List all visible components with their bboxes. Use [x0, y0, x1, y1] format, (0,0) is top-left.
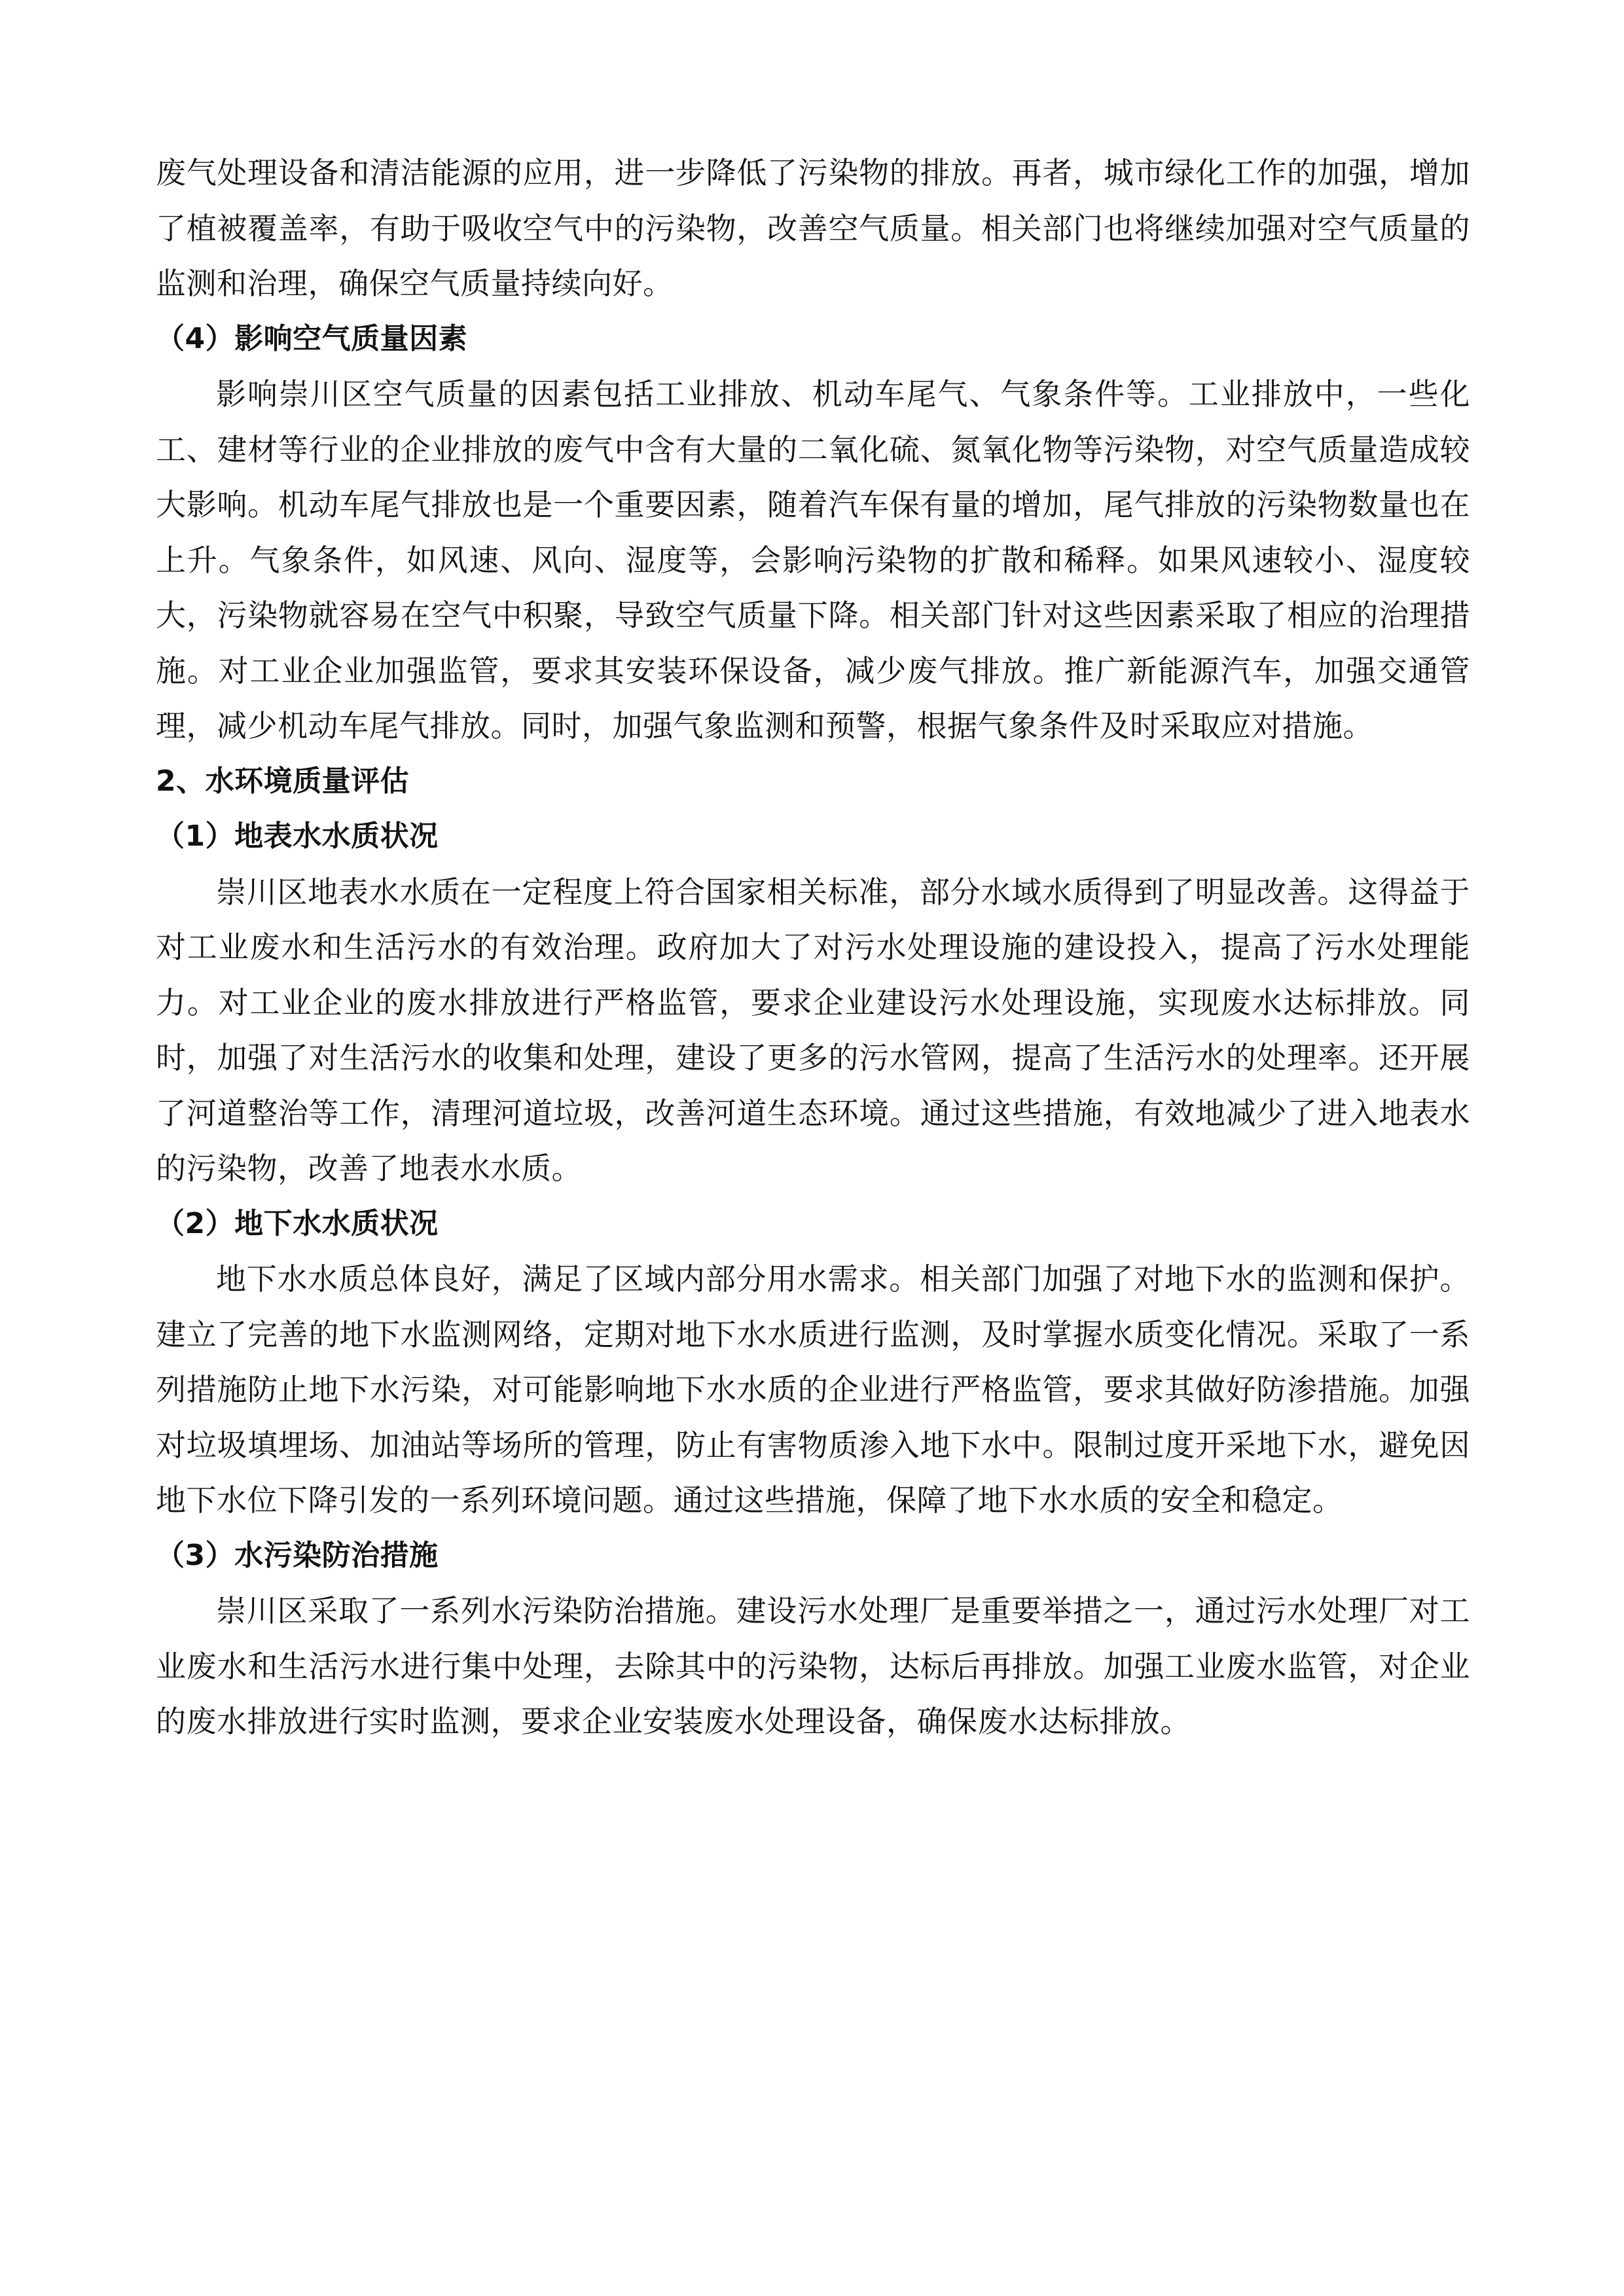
paragraph-water-pollution-measures: 崇川区采取了一系列水污染防治措施。建设污水处理厂是重要举措之一，通过污水处理厂对工业废水和生活污水进行集中处理，去除其中的污染物，达标后再排放。加强工业废水监管，对企业的废水排放进行实时监测，要求企业安装废水处理设备，确保废水达标排放。 [156, 1593, 1470, 1739]
paragraph-surface-water: 崇川区地表水水质在一定程度上符合国家相关标准，部分水域水质得到了明显改善。这得益于对工业废水和生活污水的有效治理。政府加大了对污水处理设施的建设投入，提高了污水处理能力。对工业企业的废水排放进行严格监管，要求企业建设污水处理设施，实现废水达标排放。同时，加强了对生活污水的收集和处理，建设了更多的污水管网，提高了生活污水的处理率。还开展了河道整治等工作，清理河道垃圾，改善河道生态环境。通过这些措施，有效地减少了进入地表水的污染物，改善了地表水水质。 [156, 874, 1470, 1186]
paragraph-groundwater: 地下水水质总体良好，满足了区域内部分用水需求。相关部门加强了对地下水的监测和保护。建立了完善的地下水监测网络，定期对地下水水质进行监测，及时掌握水质变化情况。采取了一系列措施防止地下水污染，对可能影响地下水水质的企业进行严格监管，要求其做好防渗措施。加强对垃圾填埋场、加油站等场所的管理，防止有害物质渗入地下水中。限制过度开采地下水，避免因地下水位下降引发的一系列环境问题。通过这些措施，保障了地下水水质的安全和稳定。 [156, 1261, 1470, 1518]
paragraph-air-quality-factors: 影响崇川区空气质量的因素包括工业排放、机动车尾气、气象条件等。工业排放中，一些化工、建材等行业的企业排放的废气中含有大量的二氧化硫、氮氧化物等污染物，对空气质量造成较大影响。机动车尾气排放也是一个重要因素，随着汽车保有量的增加，尾气排放的污染物数量也在上升。气象条件，如风速、风向、湿度等，会影响污染物的扩散和稀释。如果风速较小、湿度较大，污染物就容易在空气中积聚，导致空气质量下降。相关部门针对这些因素采取了相应的治理措施。对工业企业加强监管，要求其安装环保设备，减少废气排放。推广新能源汽车，加强交通管理，减少机动车尾气排放。同时，加强气象监测和预警，根据气象条件及时采取应对措施。 [156, 376, 1470, 744]
heading-air-quality-factors: （4）影响空气质量因素 [156, 321, 468, 355]
document-page [156, 145, 1470, 1749]
heading-surface-water: （1）地表水水质状况 [156, 819, 439, 853]
heading-water-pollution-measures: （3）水污染防治措施 [156, 1538, 439, 1572]
paragraph-air-improvement: 废气处理设备和清洁能源的应用，进一步降低了污染物的排放。再者，城市绿化工作的加强，增加了植被覆盖率，有助于吸收空气中的污染物，改善空气质量。相关部门也将继续加强对空气质量的监测和治理，确保空气质量持续向好。 [156, 155, 1470, 301]
heading-water-assessment: 2、水环境质量评估 [156, 764, 410, 798]
heading-groundwater: （2）地下水水质状况 [156, 1206, 439, 1240]
